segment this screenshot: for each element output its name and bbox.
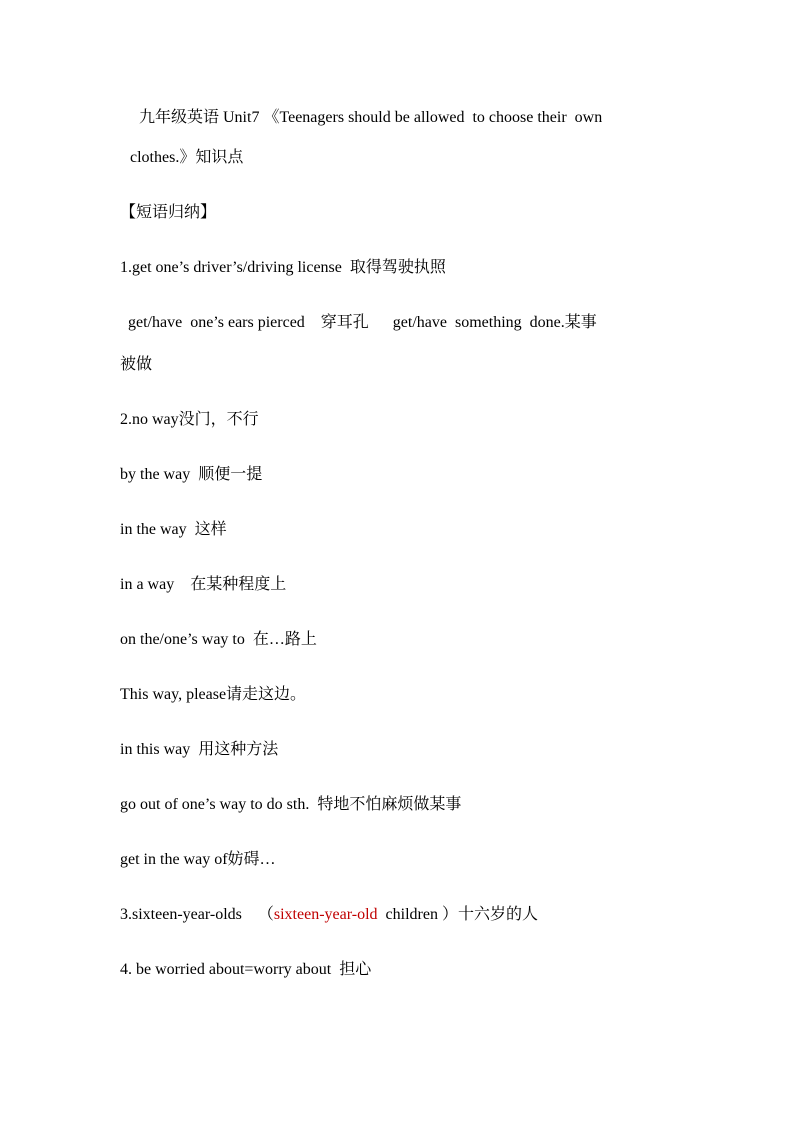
section-heading: 【短语归纳】 — [120, 204, 217, 221]
phrase-line-10: go out of one’s way to do sth. 特地不怕麻烦做某事 — [120, 796, 462, 813]
phrase-line-12-highlight: sixteen-year-old — [273, 906, 378, 923]
phrase-line-12-prefix: 3.sixteen-year-olds （ — [120, 906, 274, 923]
phrase-line-3: 2.no way没门，不行 — [120, 411, 259, 428]
document-title-line-1: 九年级英语 Unit7 《Teenagers should be allowed to choose their own — [139, 109, 603, 126]
phrase-line-9: in this way 用这种方法 — [120, 741, 279, 758]
phrase-line-2-continued: 被做 — [120, 356, 153, 373]
phrase-line-6: in a way 在某种程度上 — [120, 576, 287, 593]
document-title-line-2: clothes.》知识点 — [130, 149, 244, 166]
phrase-line-13: 4. be worried about=worry about 担心 — [120, 961, 372, 978]
phrase-line-4: by the way 顺便一提 — [120, 466, 263, 483]
phrase-line-8: This way, please请走这边。 — [120, 686, 307, 703]
phrase-line-5: in the way 这样 — [120, 521, 227, 538]
phrase-line-12 — [120, 905, 538, 925]
phrase-line-2: get/have one’s ears pierced 穿耳孔 get/have something done.某事 — [128, 314, 597, 331]
phrase-line-7: on the/one’s way to 在…路上 — [120, 631, 317, 648]
phrase-line-1: 1.get one’s driver’s/driving license 取得驾驶执照 — [120, 259, 446, 276]
phrase-line-12-suffix: children ）十六岁的人 — [377, 906, 538, 923]
phrase-line-11: get in the way of妨碍… — [120, 851, 276, 868]
